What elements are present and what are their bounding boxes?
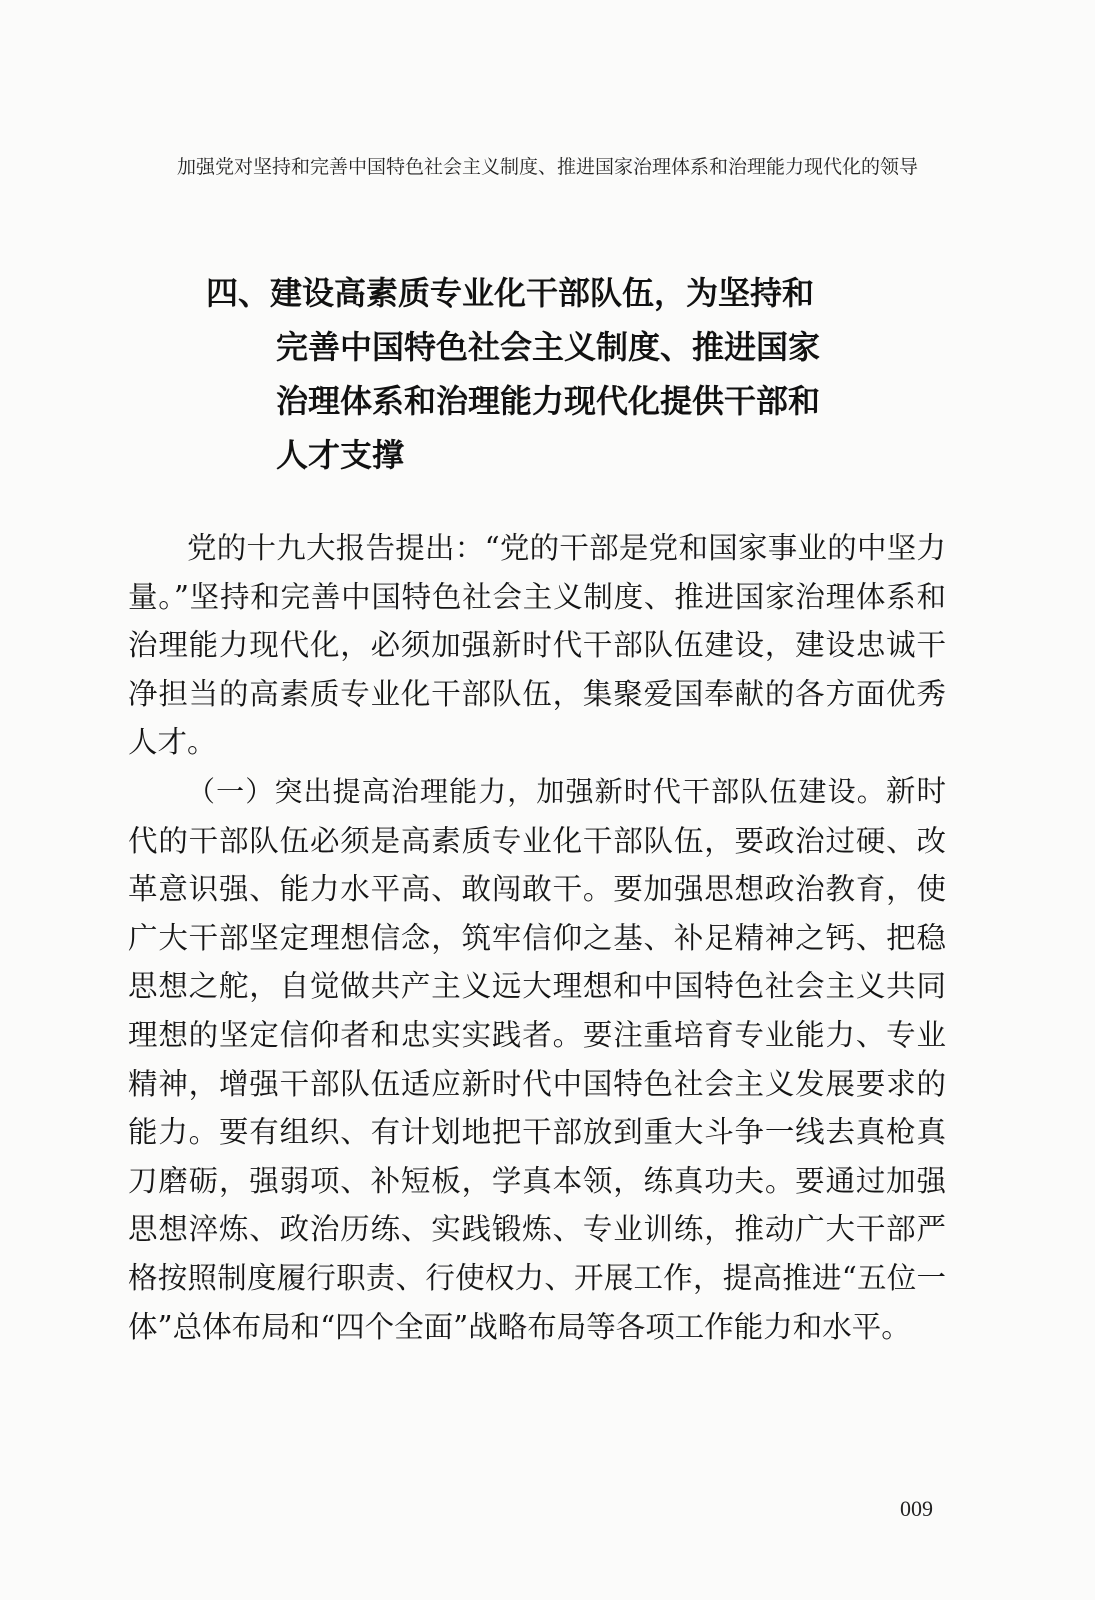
paragraph-2-text: 新时代的干部队伍必须是高素质专业化干部队伍，要政治过硬、改革意识强、能力水平高、敢闯敢干。要加强思想政治教育，使广大干部坚定理想信念，筑牢信仰之基、补足精神之钙、把稳思想之舵，自觉做共产主义远大理想和中国特色社会主义共同理想的坚定信仰者和忠实实践者。要注重培育专业能力、专业精神，增强干部队伍适应新时代中国特色社会主义发展要求的能力。要有组织、有计划地把干部放到重大斗争一线去真枪真刀磨砺，强弱项、补短板，学真本领，练真功夫。要通过加强思想淬炼、政治历练、实践锻炼、专业训练，推动广大干部严格按照制度履行职责、行使权力、开展工作，提高推进“五位一体”总体布局和“四个全面”战略布局等各项工作能力和水平。 bbox=[128, 773, 946, 1344]
running-header: 加强党对坚持和完善中国特色社会主义制度、推进国家治理体系和治理能力现代化的领导 bbox=[176, 156, 918, 178]
section-title-line-2: 完善中国特色社会主义制度、推进国家 bbox=[276, 328, 821, 366]
paragraph-2 bbox=[128, 767, 946, 1351]
section-title-line-4: 人才支撑 bbox=[276, 436, 405, 474]
page-number: 009 bbox=[900, 1496, 933, 1521]
section-title-line-3: 治理体系和治理能力现代化提供干部和 bbox=[276, 382, 821, 420]
section-title-line-1: 四、建设高素质专业化干部队伍，为坚持和 bbox=[206, 274, 815, 312]
paragraph-1: 党的十九大报告提出：“党的干部是党和国家事业的中坚力量。”坚持和完善中国特色社会主义制度、推进国家治理体系和治理能力现代化，必须加强新时代干部队伍建设，建设忠诚干净担当的高素质专业化干部队伍，集聚爱国奉献的各方面优秀人才。 bbox=[128, 531, 946, 760]
paragraph-2-lead: （一）突出提高治理能力，加强新时代干部队伍建设。 bbox=[187, 774, 886, 808]
body-text bbox=[128, 524, 946, 1351]
section-title bbox=[206, 266, 886, 482]
